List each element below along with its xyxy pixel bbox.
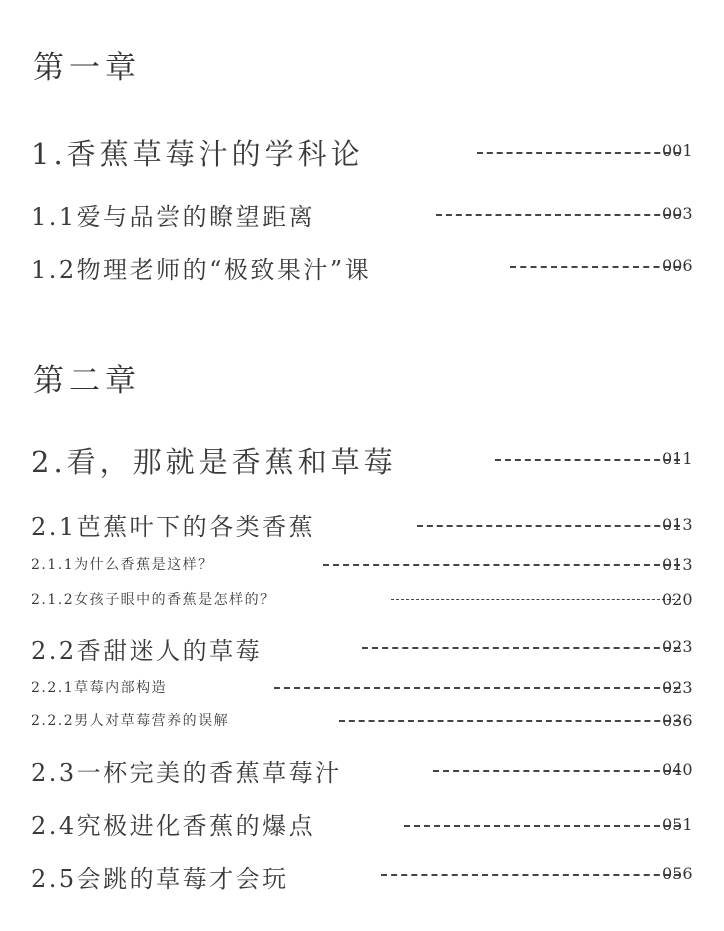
page-number: 020 — [662, 590, 693, 609]
page-number: 006 — [662, 256, 693, 275]
toc-entry-title: 2.1.2女孩子眼中的香蕉是怎样的？ — [31, 592, 276, 608]
toc-entry-title: 2.5会跳的草莓才会玩 — [31, 865, 289, 893]
dot-leader — [417, 525, 680, 527]
dot-leader — [477, 152, 680, 154]
toc-entry-title: 1.香蕉草莓汁的学科论 — [31, 137, 364, 171]
page-number: 040 — [662, 760, 693, 779]
page-number: 013 — [662, 515, 693, 534]
dot-leader — [391, 599, 680, 600]
toc-entry-title: 2.2香甜迷人的草莓 — [31, 637, 263, 665]
page-number: 056 — [662, 864, 693, 883]
dot-leader — [362, 647, 680, 649]
page-number: 001 — [662, 141, 693, 160]
toc-entry-title: 2.1.1为什么香蕉是这样？ — [31, 557, 214, 573]
toc-entry-title: 2.2.1草莓内部构造 — [31, 680, 168, 696]
page-number: 003 — [662, 204, 693, 223]
dot-leader — [404, 825, 680, 827]
page-number: 023 — [662, 678, 693, 697]
toc-entry-title: 1.2物理老师的“极致果汁”课 — [31, 256, 372, 284]
dot-leader — [510, 266, 680, 268]
toc-entry-title: 2.1芭蕉叶下的各类香蕉 — [31, 513, 316, 541]
dot-leader — [339, 720, 680, 722]
page-number: 036 — [662, 711, 693, 730]
dot-leader — [381, 874, 680, 876]
chapter-heading: 第一章 — [33, 50, 141, 86]
dot-leader — [436, 214, 680, 216]
toc-entry-title: 2.3一杯完美的香蕉草莓汁 — [31, 759, 342, 787]
dot-leader — [433, 770, 680, 772]
page-number: 051 — [662, 815, 693, 834]
toc-entry-title: 2.看，那就是香蕉和草莓 — [31, 445, 397, 479]
toc-entry-title: 2.4究极进化香蕉的爆点 — [31, 812, 316, 840]
chapter-heading: 第二章 — [33, 363, 141, 399]
page-number: 023 — [662, 637, 693, 656]
page-number: 011 — [662, 449, 693, 468]
dot-leader — [323, 564, 680, 566]
dot-leader — [495, 459, 680, 461]
toc-entry-title: 2.2.2男人对草莓营养的误解 — [31, 713, 230, 729]
toc-entry-title: 1.1爱与品尝的瞭望距离 — [31, 203, 316, 231]
dot-leader — [274, 687, 680, 689]
page-number: 013 — [662, 555, 693, 574]
